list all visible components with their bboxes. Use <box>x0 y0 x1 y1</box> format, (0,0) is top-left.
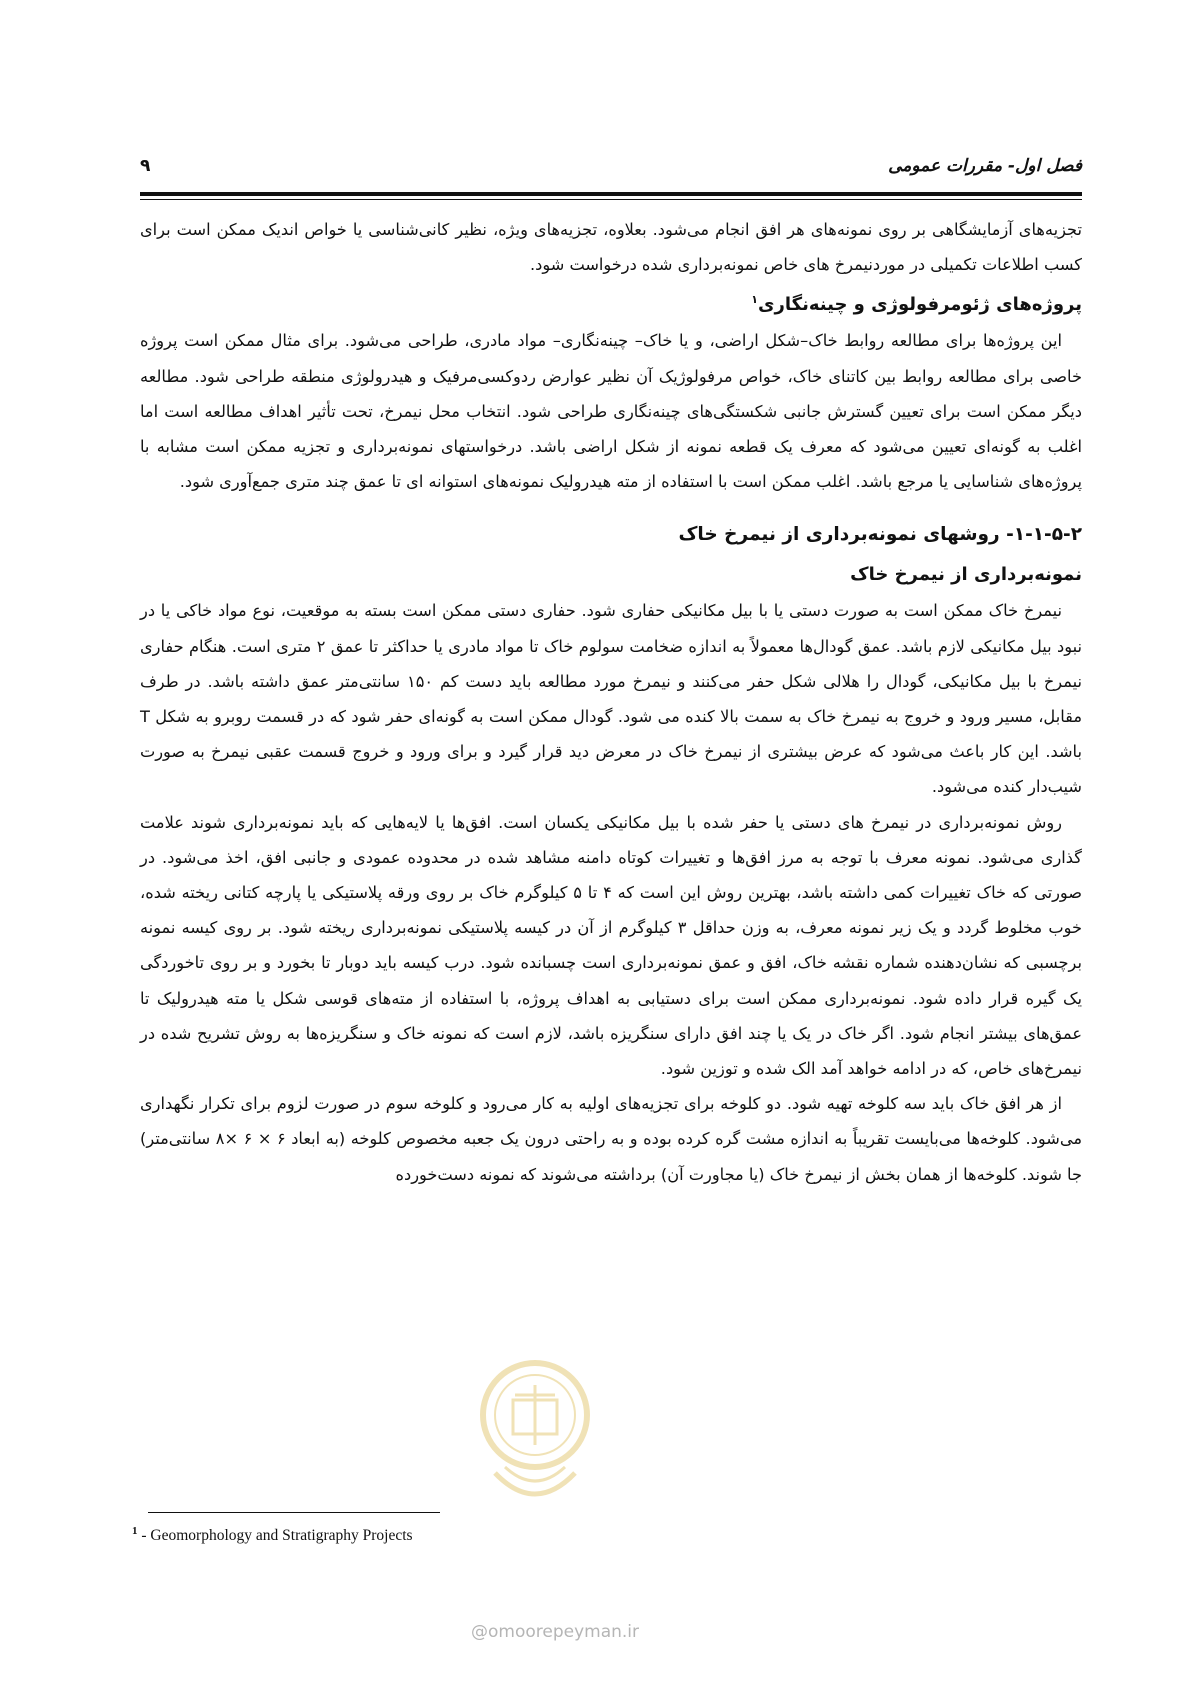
watermark-url: @omoorepeyman.ir <box>470 1622 640 1642</box>
heading-geomorphology-text: پروژه‌های ژئومرفولوژی و چینه‌نگاری <box>757 294 1082 316</box>
subheading-profile-sampling: نمونه‌برداری از نیمرخ خاک <box>850 564 1082 586</box>
paragraph-profile-excavation: نیمرخ خاک ممکن است به صورت دستی یا با بیل مکانیکی حفاری شود. حفاری دستی ممکن است بسته به موقعیت، نوع مواد خاکی یا در نبود بیل مکانیکی لازم باشد. عمق گودال‌ها معمولاً به اندازه ضخامت سولوم خاک تا مواد مادری یا حداکثر تا عمق ۲ متری است. هنگام حفاری نیمرخ با بیل مکانیکی، گودال را هلالی شکل حفر می‌کنند و نیمرخ مورد مطالعه باید دست کم ۱۵۰ سانتی‌متر عمق داشته باشد. در طرف مقابل، مسیر ورود و خروج به نیمرخ خاک به سمت بالا کنده می شود. گودال ممکن است به گونه‌ای حفر شود که در قسمت روبرو به شکل T باشد. این کار باعث می‌شود که عرض بیشتری از نیمرخ خاک در معرض دید قرار گیرد و برای ورود و خروج قسمت عقبی نیمرخ به صورت شیب‌دار کنده می‌شود. <box>140 601 1082 797</box>
section-heading-sampling-methods: ۱-۱-۵-۲- روشهای نمونه‌برداری از نیمرخ خاک <box>678 524 1082 546</box>
footnote-marker: 1 <box>132 1525 138 1537</box>
chapter-title: فصل اول- مقررات عمومی <box>888 156 1082 176</box>
footnote-ref: ۱ <box>751 293 758 307</box>
paragraph-sampling-procedure: روش نمونه‌برداری در نیمرخ های دستی یا حفر شده با بیل مکانیکی یکسان است. افق‌ها یا لایه‌هایی که باید نمونه‌برداری شوند علامت گذاری می‌شود. نمونه معرف با توجه به مرز افق‌ها و تغییرات کوتاه دامنه مشاهد شده در محدوده عمودی و جانبی افق، اخذ می‌شود. در صورتی که خاک تغییرات کمی داشته باشد، بهترین روش این است که ۴ تا ۵ کیلوگرم خاک بر روی ورقه پلاستیکی یا پارچه کتانی ریخته شده، خوب مخلوط گردد و یک زیر نمونه معرف، به وزن حداقل ۳ کیلوگرم از آن در کیسه پلاستیکی نمونه‌برداری ریخته شود. بر روی کیسه نمونه برچسبی که نشان‌دهنده شماره نقشه خاک، افق و عمق نمونه‌برداری است چسبانده شود. درب کیسه باید دوبار تا بخورد و بر روی تاخوردگی یک گیره قرار داده شود. نمونه‌برداری ممکن است برای دستیابی به اهداف پروژه، با استفاده از مته‌های قوسی شکل یا مته هیدرولیک تا عمق‌های بیشتر انجام شود. اگر خاک در یک یا چند افق دارای سنگریزه باشد، لازم است که نمونه خاک و سنگریزه‌ها به روش تشریح شده در نیمرخ‌های خاص، که در ادامه خواهد آمد الک شده و توزین شود. <box>140 812 1082 1079</box>
running-header <box>140 140 1082 176</box>
paragraph-lab-analyses: تجزیه‌های آزمایشگاهی بر روی نمونه‌های هر افق انجام می‌شود. بعلاوه، تجزیه‌های ویژه، نظیر کانی‌شناسی یا خواص اندیک ممکن است برای کسب اطلاعات تکمیلی در موردنیمرخ های خاص نمونه‌برداری شده درخواست شود. <box>140 220 1082 275</box>
paragraph-clods: از هر افق خاک باید سه کلوخه تهیه شود. دو کلوخه برای تجزیه‌های اولیه به کار می‌رود و کلوخه سوم در صورت لزوم برای تکرار نگهداری می‌شود. کلوخه‌ها می‌بایست تقریباً به اندازه مشت گره کرده بوده و به راحتی درون یک جعبه مخصوص کلوخه (به ابعاد ۶ × ۶ ×۸ سانتی‌متر) جا شوند. کلوخه‌ها از همان بخش از نیمرخ خاک (یا مجاورت آن) برداشته می‌شوند که نمونه دست‌خورده <box>140 1094 1082 1184</box>
watermark-seal-logo <box>475 1355 595 1525</box>
footnote-text: - Geomorphology and Stratigraphy Projects <box>137 1527 413 1545</box>
footnote <box>132 1525 452 1545</box>
paragraph-geomorphology: این پروژه‌ها برای مطالعه روابط خاک–شکل اراضی، و یا خاک– چینه‌نگاری– مواد مادری، طراحی می‌شود. برای مثال ممکن است پروژه خاصی برای مطالعه روابط بین کاتنای خاک، خواص مرفولوژیک آن نظیر عوارض ردوکسی‌مرفیک و هیدرولوژی منطقه طراحی شود. مطالعه دیگر ممکن است برای تعیین گسترش جانبی شکستگی‌های چینه‌نگاری طراحی شود. انتخاب محل نیمرخ، تحت تأثیر اهداف مطالعه است اما اغلب به گونه‌ای تعیین می‌شود که معرف یک قطعه نمونه از شکل اراضی باشد. درخواستهای نمونه‌برداری و تجزیه ممکن است مشابه با پروژه‌های شناسایی یا مرجع باشد. اغلب ممکن است با استفاده از مته هیدرولیک نمونه‌های استوانه ای تا عمق چند متری جمع‌آوری شود. <box>140 331 1082 492</box>
header-rule-thin <box>140 199 1082 200</box>
header-rule-thick <box>140 192 1082 196</box>
page-number: ۹ <box>140 156 151 176</box>
footnote-rule <box>148 1512 440 1513</box>
body-text <box>140 212 1082 1192</box>
heading-geomorphology <box>140 282 1082 323</box>
